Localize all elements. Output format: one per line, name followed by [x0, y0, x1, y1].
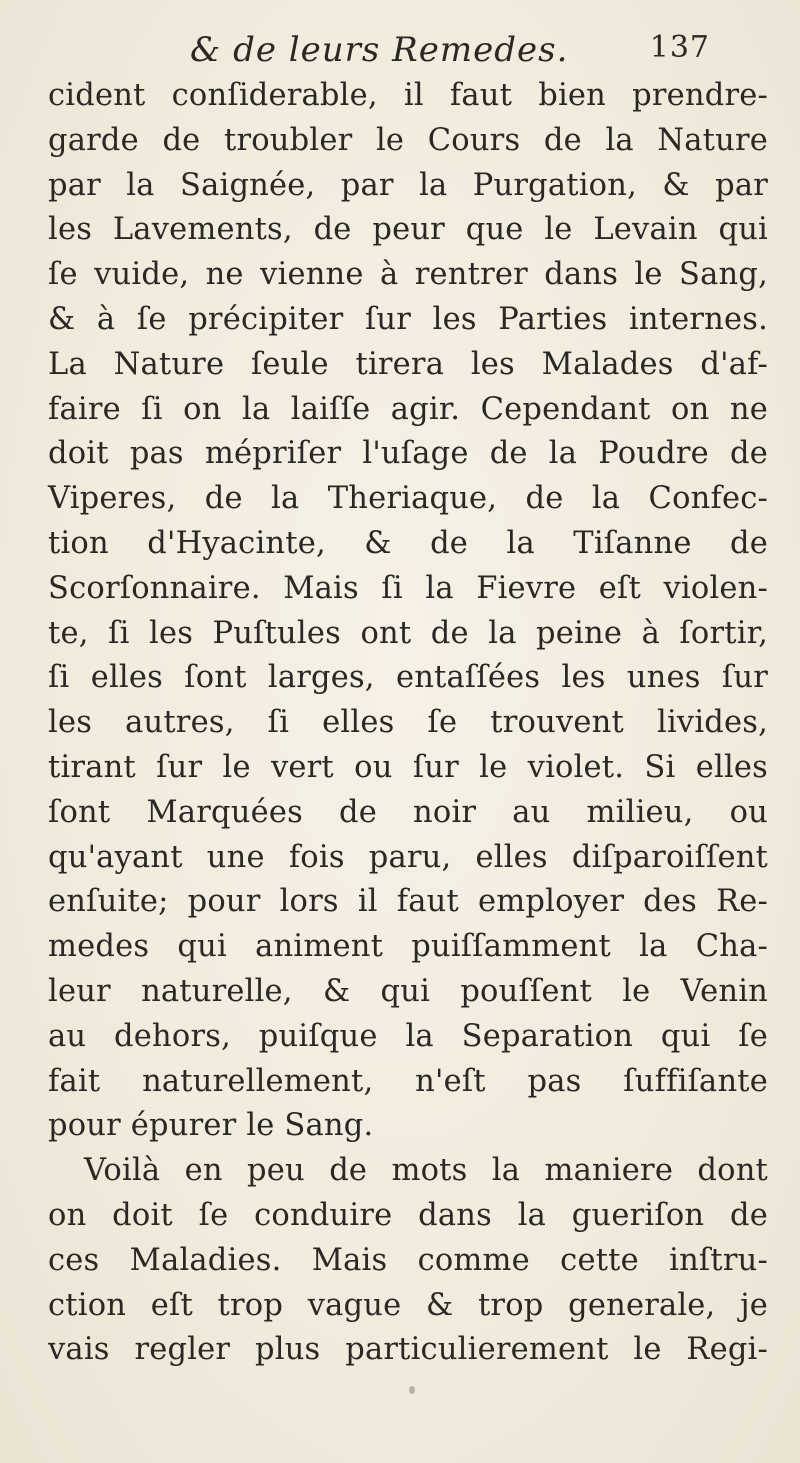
text-line: te, ſi les Puſtules ont de la peine à ſortir,: [48, 615, 768, 651]
text-line: les autres, ſi elles ſe trouvent livides,: [48, 705, 768, 741]
text-line: faire ſi on la laiſſe agir. Cependant on ne: [48, 391, 768, 427]
text-line: ces Maladies. Mais comme cette inſtru-: [48, 1242, 768, 1278]
text-line: cident conſiderable, il faut bien prendre-: [48, 78, 768, 113]
text-line: leur naturelle, & qui pouſſent le Venin: [48, 973, 768, 1009]
text-line: les Lavements, de peur que le Levain qui: [48, 212, 768, 248]
text-line: ſi elles ſont larges, entaſſées les unes ſur: [48, 660, 768, 696]
text-line: doit pas mépriſer l'uſage de la Poudre de: [48, 436, 768, 472]
text-line: medes qui animent puiſſamment la Cha-: [48, 929, 768, 965]
paper-speck: [409, 1386, 415, 1394]
text-line: Voilà en peu de mots la maniere dont: [84, 1153, 768, 1189]
text-line: & à ſe précipiter ſur les Parties internes.: [48, 301, 768, 337]
text-line: par la Saignée, par la Purgation, & par: [48, 167, 768, 203]
text-line: ction eſt trop vague & trop generale, je: [48, 1287, 768, 1323]
text-line: on doit ſe conduire dans la gueriſon de: [48, 1197, 768, 1233]
text-line: garde de troubler le Cours de la Nature: [48, 122, 768, 158]
text-line: La Nature ſeule tirera les Malades d'af-: [48, 346, 768, 382]
text-line: ſe vuide, ne vienne à rentrer dans le Sang,: [48, 257, 768, 293]
text-line: enſuite; pour lors il faut employer des Re-: [48, 884, 768, 920]
body-text: [48, 74, 768, 1373]
running-title: & de leurs Remedes.: [190, 30, 569, 70]
text-line: tirant ſur le vert ou ſur le violet. Si elles: [48, 749, 768, 785]
text-line: tion d'Hyacinte, & de la Tiſanne de: [48, 525, 768, 561]
text-line: ſont Marquées de noir au milieu, ou: [48, 794, 768, 830]
page-header: [190, 30, 710, 76]
text-line: vais regler plus particulierement le Regi-: [48, 1332, 768, 1368]
text-line: qu'ayant une fois paru, elles diſparoiſſent: [48, 839, 768, 875]
text-line: Scorſonnaire. Mais ſi la Fievre eſt violen-: [48, 570, 768, 606]
text-line: au dehors, puiſque la Separation qui ſe: [48, 1018, 768, 1054]
text-line: Viperes, de la Theriaque, de la Confec-: [48, 481, 768, 517]
text-line: fait naturellement, n'eſt pas ſuffiſante: [48, 1063, 768, 1099]
text-line: pour épurer le Sang.: [48, 1108, 374, 1144]
page-number: 137: [649, 30, 710, 65]
